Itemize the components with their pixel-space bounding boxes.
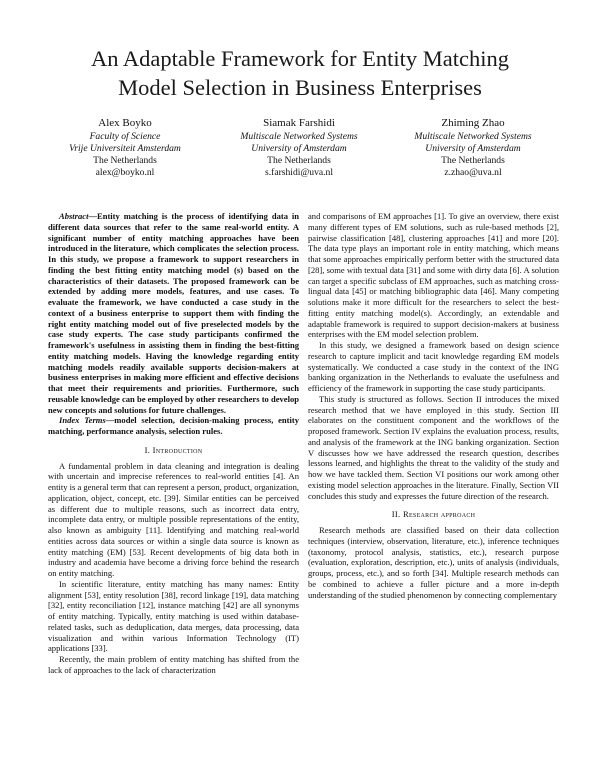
- body-paragraph: Recently, the main problem of entity matching has shifted from the lack of approaches to the lack of characterization: [48, 654, 299, 675]
- abstract-lead: Abstract—: [59, 211, 97, 221]
- author-name: Zhiming Zhao: [441, 117, 505, 129]
- author-country: The Netherlands: [93, 155, 157, 166]
- author-email: alex@boyko.nl: [95, 167, 155, 178]
- author-department: Multiscale Networked Systems: [240, 131, 358, 142]
- author-country: The Netherlands: [267, 155, 331, 166]
- body-paragraph: In scientific literature, entity matching has many names: Entity alignment [53], entity resolution [38], record linkage [19], data matching [32], entity reconciliation [12], instance matching [42] are all synonyms of entity matching. Typically, entity matching is used within database-related tasks, such as deduplication, data merges, data processing, data visualization and within various Information Technology (IT) applications [33].: [48, 578, 299, 654]
- author-name: Siamak Farshidi: [263, 117, 335, 129]
- author-country: The Netherlands: [441, 155, 505, 166]
- index-terms: [48, 415, 299, 437]
- author-organization: University of Amsterdam: [425, 143, 521, 154]
- author-department: Faculty of Science: [89, 131, 161, 142]
- abstract-body: Entity matching is the process of identifying data in different data sources that refer to the same real-world entity. A significant number of entity matching approaches have been introduced in the literature, which complicates the selection process. In this study, we propose a framework to support researchers in finding the best fitting entity matching model (s) based on the characteristics of their datasets. The proposed framework can be extended by adding more models, features, and use cases. To evaluate the framework, we have conducted a case study in the context of a business enterprise to support them with finding the right entity matching model out of five preselected models by the case study experts. The case study participants confirmed the framework's usefulness in assisting them in finding the best-fitting entity matching models. Having the knowledge regarding entity matching models readily available supports decision-makers at business enterprises in making more efficient and effective decisions that meet their requirements and priorities. Furthermore, such reusable knowledge can be employed by other researchers to develop new concepts and solutions for future challenges.: [48, 211, 299, 415]
- body-paragraph: A fundamental problem in data cleaning and integration is dealing with uncertain and imprecise references to real-world entities [4]. An entity is a general term that can represent a person, product, organization, application, object, concept, etc. [39]. Similar entities can be perceived as different due to multiple reasons, such as incorrect data entry, incomplete data entry, or multiple possible representations of the entity, also known as ambiguity [11]. Identifying and matching real-world entities across data sources or within a single data source is known as entity matching (EM) [53]. Recent developments of big data both in industry and academia have become a driving force behind the research on entity matching.: [48, 460, 299, 578]
- author-organization: Vrije Universiteit Amsterdam: [69, 143, 181, 154]
- abstract: [48, 211, 299, 415]
- author-department: Multiscale Networked Systems: [414, 131, 532, 142]
- author-3: [386, 116, 560, 179]
- author-1: [38, 116, 212, 179]
- index-terms-lead: Index Terms: [59, 415, 106, 426]
- author-block: [38, 116, 562, 179]
- right-column: [308, 211, 559, 600]
- title-line-2: Model Selection in Business Enterprises: [118, 75, 482, 100]
- paper-title: [40, 44, 560, 102]
- body-paragraph: In this study, we designed a framework based on design science research to capture implicit and tacit knowledge regarding EM models systematically. We conducted a case study in the context of the ING banking organization in the Netherlands to evaluate the usefulness and efficiency of the framework in supporting the case study participants.: [308, 340, 559, 393]
- section-heading-research-approach: II. Research approach: [391, 509, 476, 520]
- body-paragraph: and comparisons of EM approaches [1]. To give an overview, there exist many different types of EM solutions, such as rule-based methods [2], pairwise classification [48], clustering approaches [41] and more [20]. The data type plays an important role in entity matching, which means that some approaches empirically perform better with the structured data [28], some with textual data [31] and some with dirty data [6]. A solution can target a specific subclass of EM approaches, such as matching cross-lingual data [45] or matching bibliographic data [46]. Many competing solutions make it more difficult for the researchers to select the best-fitting entity matching model(s). Accordingly, an extendable and adaptable framework is required to support decision-makers at business enterprises with the EM model selection problem.: [308, 211, 559, 340]
- index-terms-body: —model selection, decision-making process, entity matching, performance analysis, selection rules.: [48, 415, 300, 436]
- author-email: z.zhao@uva.nl: [444, 167, 502, 178]
- left-column: [48, 211, 299, 676]
- body-paragraph: Research methods are classified based on their data collection techniques (interview, observation, literature, etc.), inference techniques (taxonomy, protocol analysis, statistics, etc.), research purpose (evaluation, exploration, description, etc.), units of analysis (individuals, groups, process, etc.), and so forth [34]. Multiple research methods can be combined to achieve a fuller picture and a more in-depth understanding of the studied phenomenon by connecting complementary: [308, 525, 559, 600]
- title-line-1: An Adaptable Framework for Entity Matching: [90, 46, 510, 71]
- author-2: [212, 116, 386, 179]
- section-heading-introduction: I. Introduction: [144, 444, 203, 455]
- author-name: Alex Boyko: [98, 117, 152, 129]
- author-email: s.farshidi@uva.nl: [265, 167, 333, 178]
- author-organization: University of Amsterdam: [251, 143, 347, 154]
- body-paragraph: This study is structured as follows. Section II introduces the mixed research method that we have employed in this study. Section III elaborates on the constituent component and the workflows of the proposed framework. Section IV explains the evaluation process, results, and analysis of the framework at the ING banking organization. Section V discusses how we have addressed the research question, describes lessons learned, and highlights the threat to the validity of the study and how we have tackled them. Section VI positions our work among other existing model selection approaches in the literature. Finally, Section VII concludes this study and expresses the future direction of the research.: [308, 393, 559, 501]
